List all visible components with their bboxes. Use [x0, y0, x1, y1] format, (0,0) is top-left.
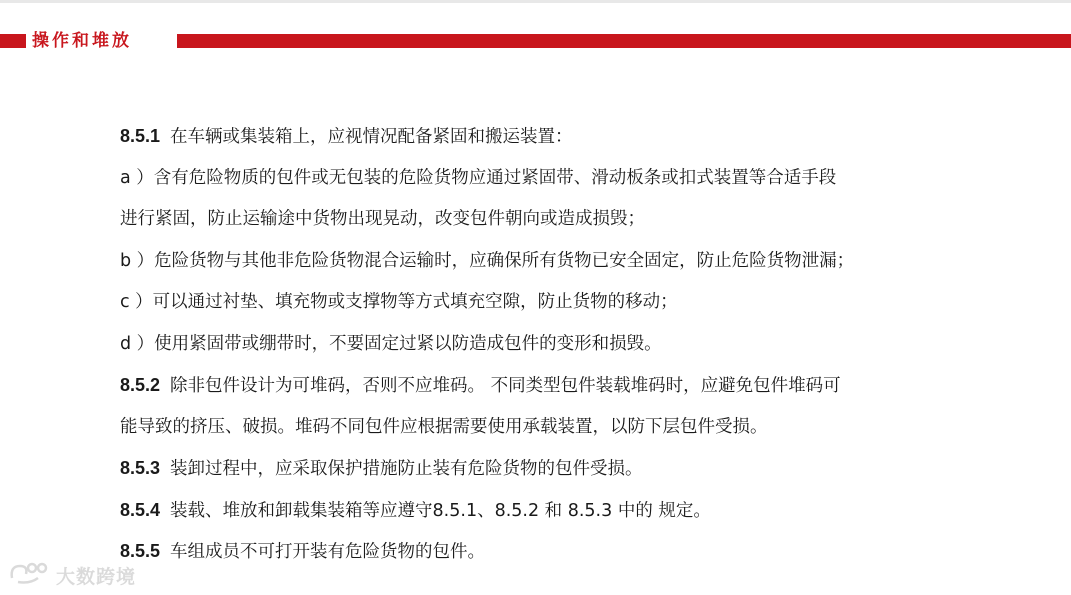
line-text: 装卸过程中，应采取保护措施防止装有危险货物的包件受损。 — [170, 459, 643, 479]
logo-icon — [8, 560, 52, 590]
top-rule — [0, 0, 1071, 3]
paragraph-line — [120, 409, 1020, 451]
watermark-text: 大数跨境 — [56, 565, 137, 588]
watermark — [8, 560, 136, 590]
clause-number: 8.5.3 — [120, 458, 161, 478]
line-text: c ）可以通过衬垫、填充物或支撑物等方式填充空隙，防止货物的移动； — [120, 292, 678, 312]
paragraph-line — [120, 533, 1020, 575]
line-text: 能导致的挤压、破损。堆码不同包件应根据需要使用承载装置，以防下层包件受损。 — [120, 416, 768, 437]
line-text: 进行紧固，防止运输途中货物出现晃动，改变包件朝向或造成损毁； — [120, 209, 645, 229]
line-text: d ）使用紧固带或绷带时，不要固定过紧以防造成包件的变形和损毁。 — [120, 333, 662, 354]
paragraph-line — [120, 450, 1020, 492]
clause-number: 8.5.4 — [120, 499, 161, 520]
clause-number: 8.5.2 — [120, 375, 161, 395]
paragraph-line — [120, 243, 1020, 285]
line-text: a ）含有危险物质的包件或无包装的危险货物应通过紧固带、滑动板条或扣式装置等合适手段 — [120, 167, 837, 188]
line-text: b ）危险货物与其他非危险货物混合运输时，应确保所有货物已安全固定，防止危险货物泄漏； — [120, 250, 855, 271]
paragraph-line — [120, 201, 1020, 243]
clause-number: 8.5.1 — [120, 126, 161, 146]
paragraph-line — [120, 160, 1020, 202]
header-bar-right — [177, 34, 1071, 48]
paragraph-line — [120, 492, 1020, 534]
section-header — [0, 30, 1071, 52]
paragraph-line — [120, 326, 1020, 368]
header-bar-left — [0, 34, 26, 48]
line-text: 装载、堆放和卸载集装箱等应遵守8.5.1、8.5.2 和 8.5.3 中的 规定。 — [170, 500, 711, 521]
line-text: 在车辆或集装箱上，应视情况配备紧固和搬运装置： — [170, 127, 573, 147]
document-body — [120, 118, 1020, 575]
paragraph-line — [120, 367, 1020, 409]
paragraph-line — [120, 118, 1020, 160]
section-title: 操作和堆放 — [32, 31, 132, 51]
line-text: 车组成员不可打开装有危险货物的包件。 — [170, 542, 486, 562]
line-text: 除非包件设计为可堆码，否则不应堆码。 不同类型包件装载堆码时，应避免包件堆码可 — [170, 376, 841, 396]
clause-number: 8.5.5 — [120, 541, 161, 561]
paragraph-line — [120, 284, 1020, 326]
